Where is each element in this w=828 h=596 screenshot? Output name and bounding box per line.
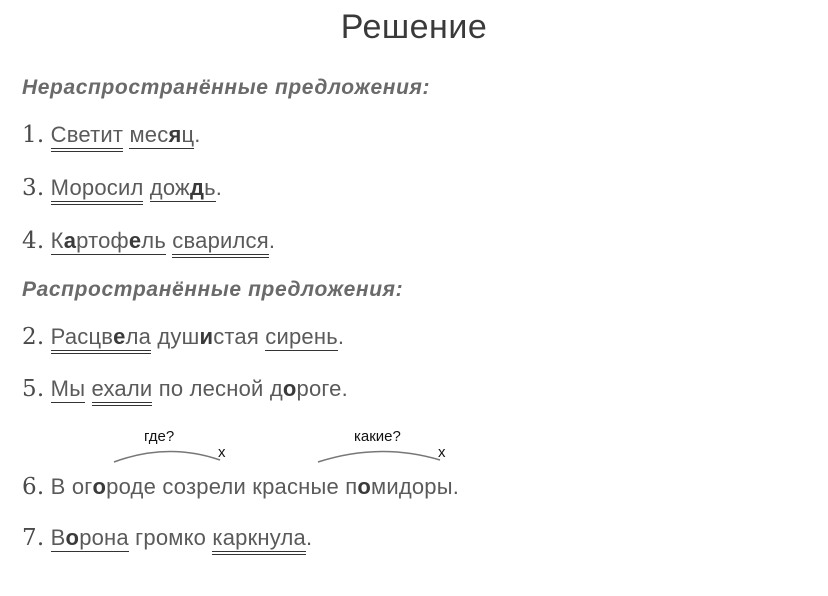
sentence-number: 1. [22,122,45,148]
subject: Мы [50,376,86,401]
sentence-3: 3. Моросил дождь. [22,175,222,201]
section-heading-non-extended: Нераспространённые предложения: [22,76,431,99]
sentence-2: 2. Расцвела душистая сирень. [22,324,344,350]
subject: месяц [129,122,195,147]
page-title: Решение [340,8,488,46]
subject: дождь [149,175,216,200]
cross-mark: х [218,444,226,461]
cross-mark: х [438,444,446,461]
question-label-which: какие? [354,428,401,445]
adverb: громко [135,525,207,550]
predicate: Расцвела [51,324,151,354]
sentence-number: 6. [22,474,45,500]
rest-of-sentence: по лесной дороге. [158,376,348,401]
sentence-number: 2. [22,324,45,350]
predicate: сварился [172,228,269,258]
sentence-6 [22,474,459,500]
sentence-7: 7. Ворона громко каркнула. [22,525,312,551]
sentence-number: 4. [22,228,45,254]
sentence-number: 7. [22,525,45,551]
section-heading-extended: Распространённые предложения: [22,278,404,301]
attribute: душистая [157,324,259,349]
sentence-text: В огороде созрели красные помидоры. [50,474,460,499]
question-label-where: где? [144,428,175,445]
sentence-number: 5. [22,376,45,402]
sentence-number: 3. [22,175,45,201]
predicate: Моросил [51,175,144,205]
sentence-1: 1. Светит месяц. [22,122,201,148]
question-arc-where [114,451,220,462]
subject: Картофель [50,228,166,253]
predicate: каркнула [212,525,306,555]
predicate: Светит [51,122,123,152]
sentence-4: 4. Картофель сварился. [22,228,275,254]
predicate: ехали [92,376,153,406]
subject: Ворона [50,525,129,550]
question-arc-which [318,451,440,462]
subject: сирень [265,324,338,349]
